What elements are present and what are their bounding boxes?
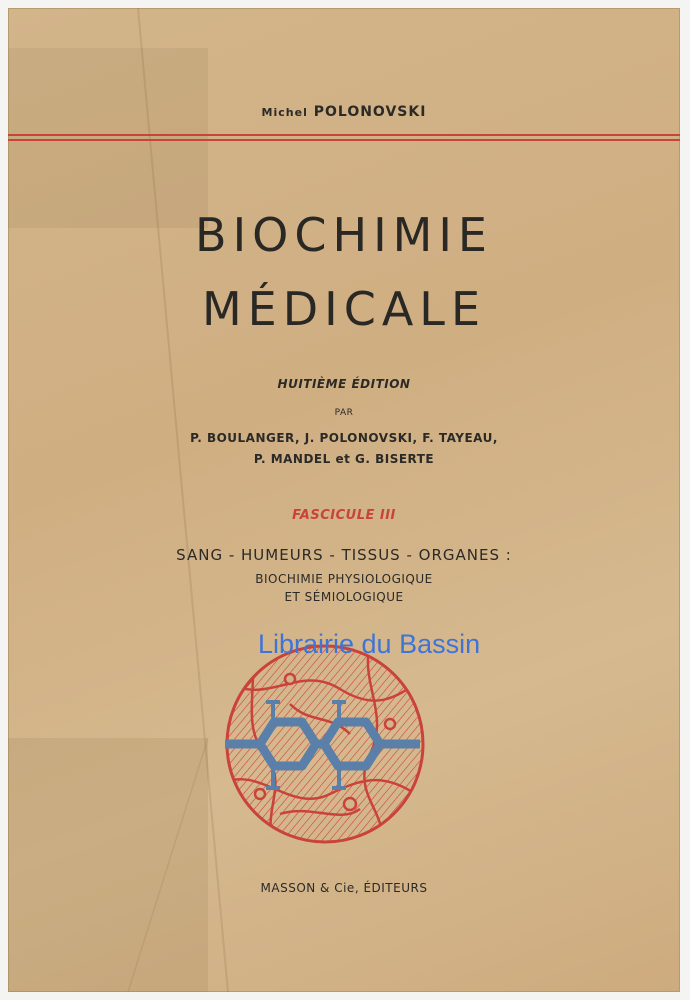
par-label: PAR (334, 408, 354, 418)
subject-line2: BIOCHIMIE PHYSIOLOGIQUE (255, 572, 433, 586)
subject-line3: ET SÉMIOLOGIQUE (284, 590, 404, 604)
author-last-name: POLONOVSKI (313, 104, 427, 120)
author-first-name: Michel (261, 106, 308, 119)
publisher: MASSON & Cie, ÉDITEURS (260, 881, 428, 895)
fascicule: FASCICULE III (292, 508, 396, 523)
title-line2: MÉDICALE (201, 282, 487, 336)
top-rule-1 (8, 134, 680, 136)
watermark-text: Librairie du Bassin (258, 629, 481, 659)
authors-line2: P. MANDEL et G. BISERTE (253, 452, 435, 466)
top-rule-2 (8, 139, 680, 141)
tissue-molecule-emblem-icon (220, 644, 430, 844)
edition: HUITIÈME ÉDITION (277, 377, 411, 391)
cover-diagonal-fold (8, 8, 680, 992)
book-cover (8, 8, 680, 992)
authors-line1: P. BOULANGER, J. POLONOVSKI, F. TAYEAU, (190, 431, 498, 445)
subject-line1: SANG - HUMEURS - TISSUS - ORGANES : (176, 546, 512, 564)
title-line1: BIOCHIMIE (195, 208, 493, 262)
author-name (8, 104, 680, 120)
